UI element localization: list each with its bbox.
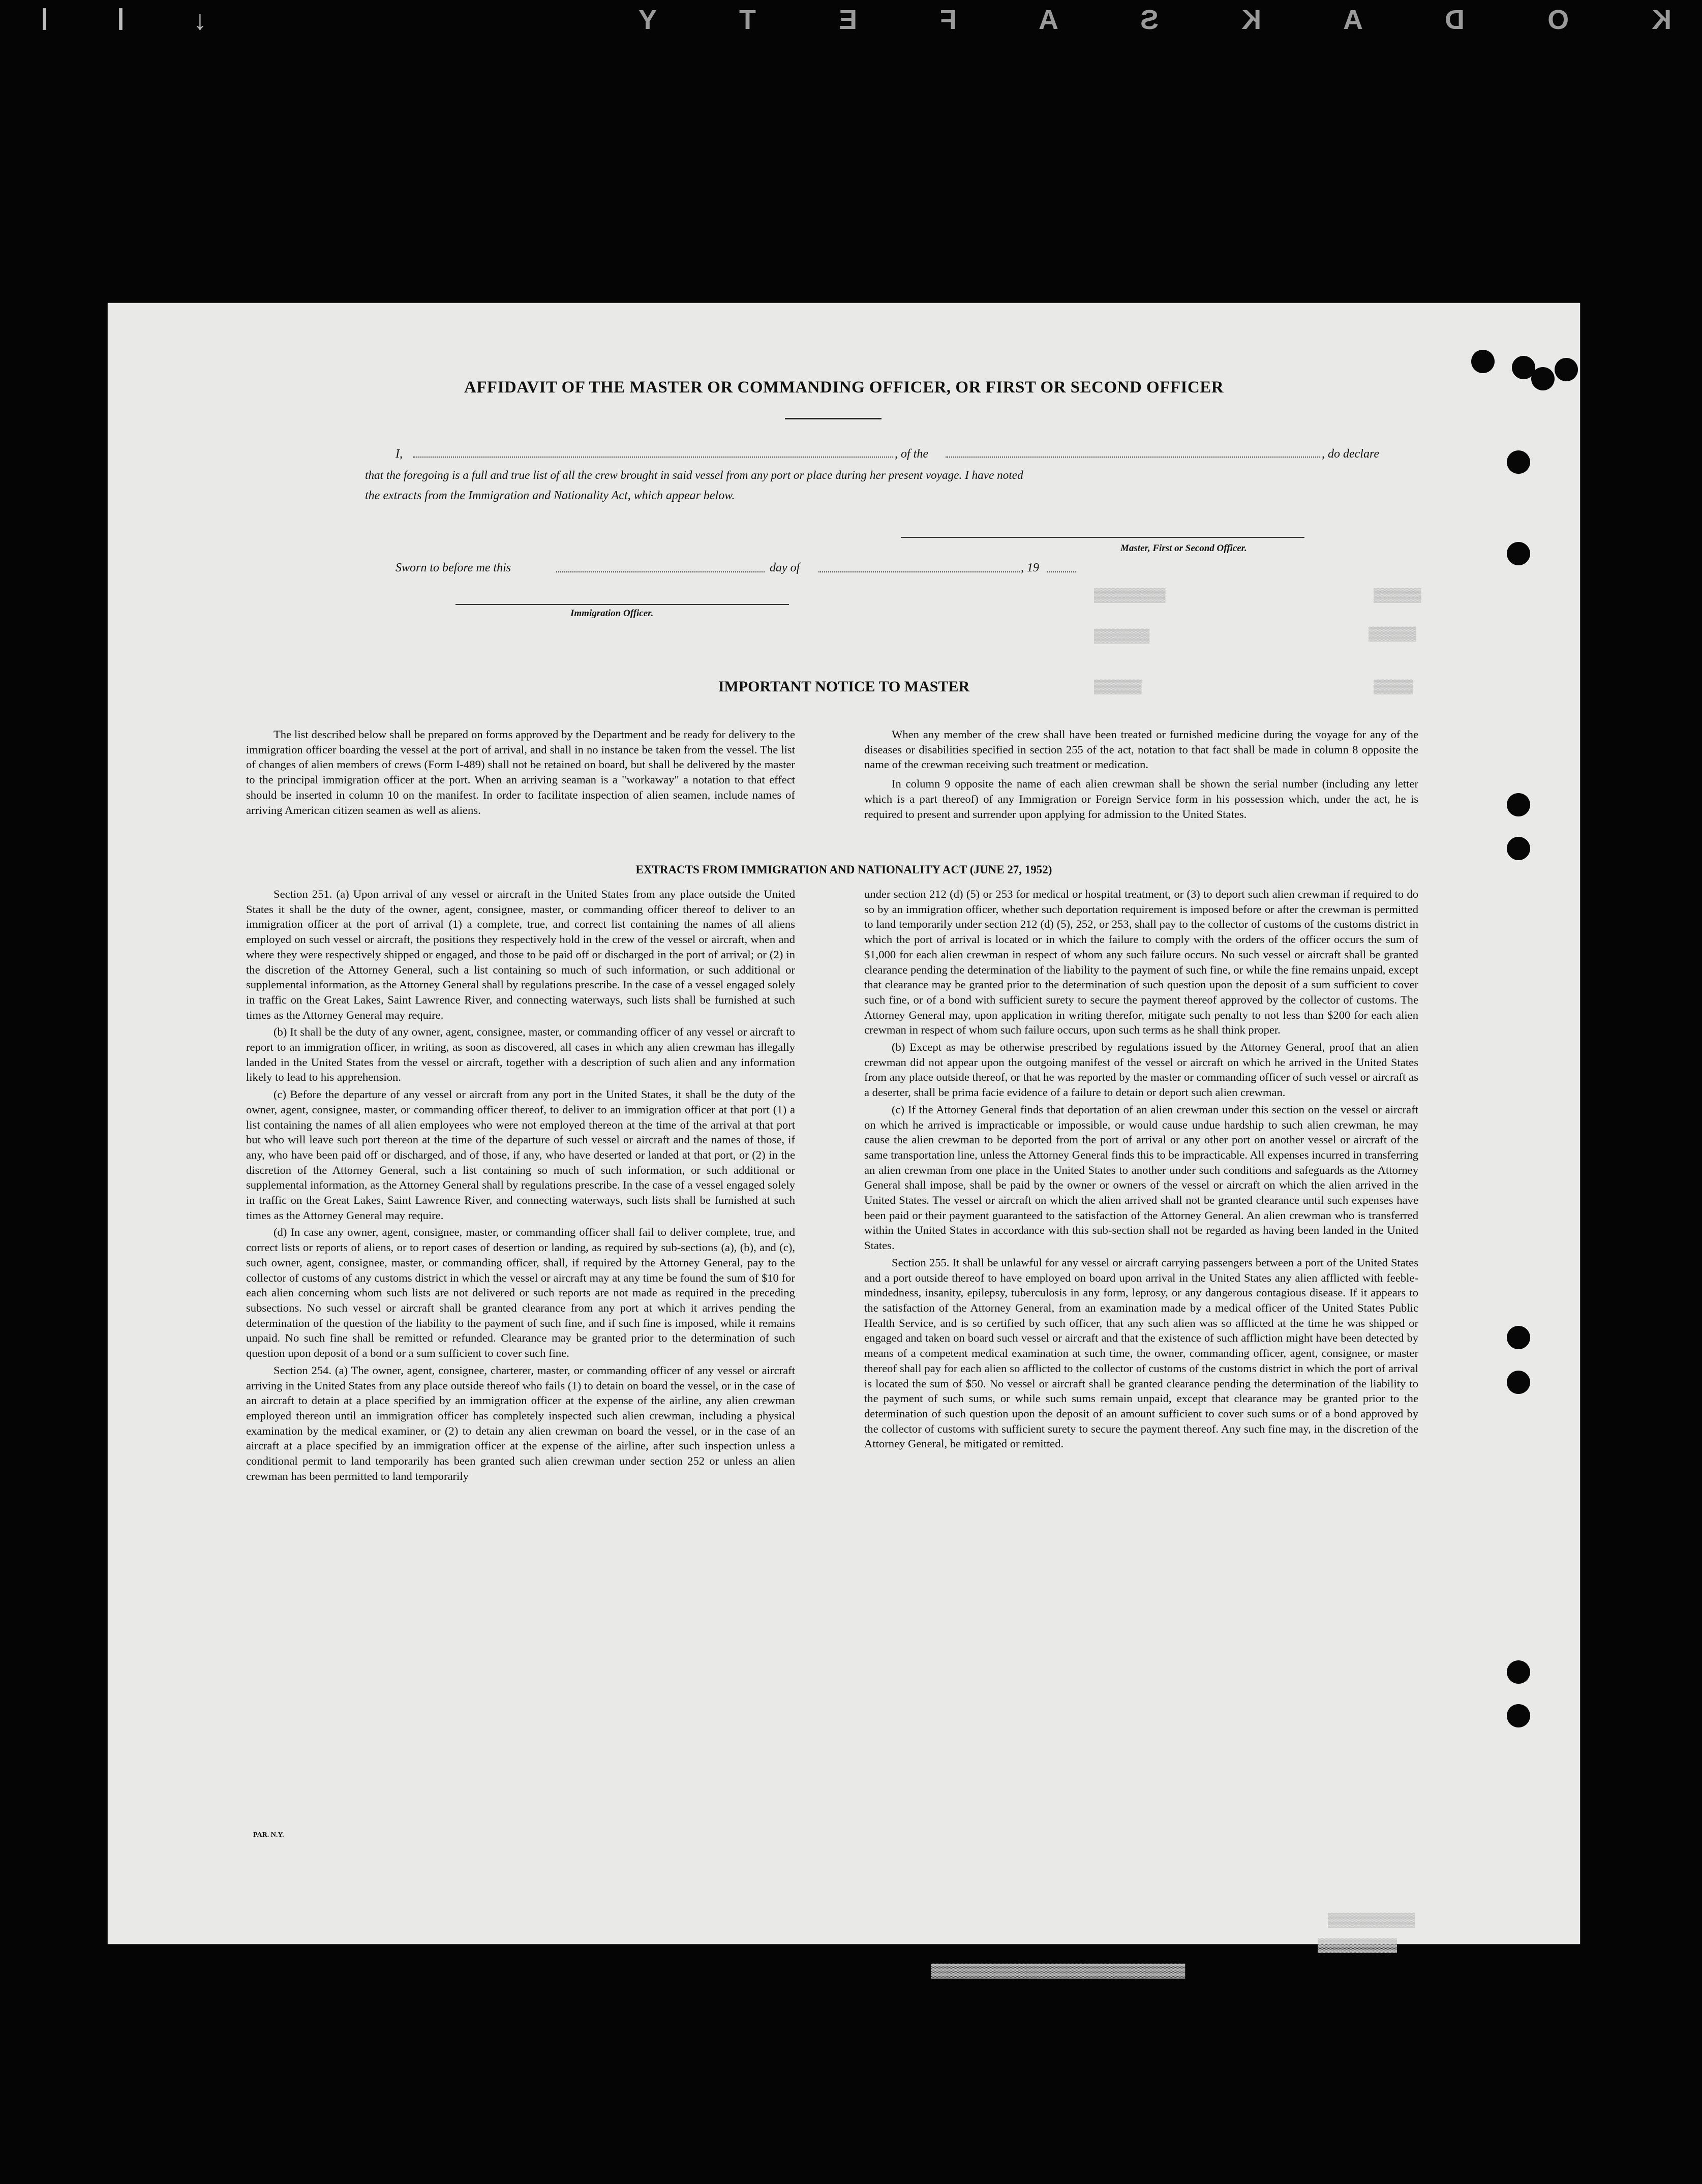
immigration-officer-label: Immigration Officer.: [570, 608, 654, 619]
section-254c: (c) If the Attorney General finds that deportation of an alien crewman under this section on the vessel or aircraft on which he arrived is impracticable or impossible, or would cause undue hardship to such alien crewman, he may cause the alien crewman to be deported from the port of arrival or any other port on another vessel or aircraft of the same transportation line, unless the Attorney General finds this to be impracticable. All expenses incurred in transferring an alien crewman from one place in the United States to another under such conditions and safeguards as the Attorney General shall impose, shall be paid by the owner or owners of the vessel or aircraft on which the alien arrived in the United States. The vessel or aircraft on which the alien arrived shall not be granted clearance until such expenses have been paid or their payment guaranteed to the satisfaction of the Attorney General. An alien crewman who is transferred within the United States in accordance with this sub-section shall not be regarded as having been landed in the United States.: [864, 1103, 1418, 1252]
punch-hole: [1507, 1704, 1530, 1727]
punch-hole: [1507, 1326, 1530, 1349]
section-251b: (b) It shall be the duty of any owner, agent, consignee, master, or commanding officer of any vessel or aircraft to report to an immigration officer, in writing, as soon as discovered, all cases in which any alien crewman has illegally landed in the United States from the vessel or aircraft, together with a description of such alien and any information likely to lead to his apprehension.: [246, 1025, 795, 1084]
affidavit-line3: the extracts from the Immigration and Nationality Act, which appear below.: [365, 489, 735, 502]
sworn-year-label: , 19: [1021, 561, 1039, 574]
punch-hole: [1507, 1371, 1530, 1394]
bleed-through-text: ▓▓▓▓▓: [1374, 679, 1414, 694]
affidavit-line1-prefix: I,: [396, 447, 403, 461]
title-rule: [785, 418, 882, 419]
bleed-through-text: ▓▓▓▓▓▓▓: [1094, 628, 1150, 644]
immigration-officer-line[interactable]: [455, 604, 789, 605]
section-254b: (b) Except as may be otherwise prescribed by regulations issued by the Attorney General, proof that an alien crewman did not appear upon the outgoing manifest of the vessel or aircraft on which he arrived in the United States from any place outside thereof, or that he was reported by the master or commanding officer of such vessel or aircraft as a deserter, shall be prima facie evidence of a failure to detain or deport such alien crewman.: [864, 1041, 1418, 1099]
section-251a: Section 251. (a) Upon arrival of any vessel or aircraft in the United States from any place outside the United States it shall be the duty of the owner, agent, consignee, master, or commanding officer thereof to deliver to an immigration officer at the port of arrival (1) a complete, true, and correct list containing the names of all aliens employed on such vessel or aircraft, the positions they respectively hold in the crew of the vessel or aircraft, when and where they were respectively shipped or engaged, and those to be paid off or discharged in the port of arrival; or (2) in the discretion of the Attorney General, such a list containing so much of such information, or such additional or supplemental information, as the Attorney General shall by regulations prescribe. In the case of a vessel engaged solely in traffic on the Great Lakes, Saint Lawrence River, and connecting waterways, such lists shall be furnished at such times as the Attorney General may require.: [246, 888, 795, 1021]
film-edge: [0, 0, 1702, 56]
punch-hole: [1507, 542, 1530, 565]
notice-right-paragraph-1: When any member of the crew shall have been treated or furnished medicine during the voyage for any of the diseases or disabilities specified in section 255 of the act, notation to that fact shall be made in column 8 opposite the name of the crewman receiving such treatment or medication.: [864, 728, 1418, 771]
extracts-left-column: [246, 887, 795, 1483]
bleed-through-text: ▓▓▓▓▓▓▓▓▓▓▓: [1328, 1913, 1415, 1928]
printer-mark: PAR. N.Y.: [253, 1831, 284, 1839]
sworn-day-field[interactable]: [556, 571, 765, 572]
section-254a-continued: under section 212 (d) (5) or 253 for medical or hospital treatment, or (3) to deport such alien crewman if required to do so by an immigration officer, whether such deportation requirement is imposed before or after the crewman is permitted to land temporarily under section 212 (d) (5), 252, or 253, shall pay to the collector of customs of the customs district in which the port of arrival is located or in which the failure to comply with the orders of the officer occurs the sum of $1,000 for each alien crewman in respect of whom any such failure occurs. No such vessel or aircraft shall be granted clearance pending the determination of the liability to the payment of such fine, or while the fine remains unpaid, except that clearance may be granted prior to the determination of such question upon the deposit of a sum sufficient to cover such fine, or of a bond with sufficient surety to secure the payment thereof approved by the collector of customs. The Attorney General may, upon application in writing therefor, mitigate such penalty to not less than $200 for each alien crewman in respect of whom such failure occurs, upon such terms as he shall think proper.: [864, 888, 1418, 1037]
punch-hole: [1507, 450, 1530, 474]
section-255: Section 255. It shall be unlawful for any vessel or aircraft carrying passengers between a port of the United States and a port outside thereof to have employed on board upon arrival in the United States any alien afflicted with feeble-mindedness, insanity, epilepsy, tuberculosis in any form, leprosy, or any dangerous contagious disease. If it appears to the satisfaction of the Attorney General, from an examination made by a medical officer of the United States Public Health Service, and is so certified by such officer, that any such alien was so afflicted at the time he was shipped or engaged and taken on board such vessel or aircraft and that the existence of such affliction might have been detected by means of a competent medical examination at such time, the owner, commanding officer, agent, consignee, or master thereof shall pay for each alien so afflicted to the collector of customs of the customs district in which the port of arrival is located the sum of $50. No vessel or aircraft shall be granted clearance pending the determination of the liability to the payment of such sums, or while such sums remain unpaid, except that clearance may be granted prior to the determination of such question upon the deposit of an amount sufficient to cover such sums or of a bond approved by the collector of customs with sufficient surety to secure the payment thereof. Any such fine may, in the discretion of the Attorney General, be mitigated or remitted.: [864, 1256, 1418, 1450]
sworn-year-field[interactable]: [1047, 571, 1076, 572]
extracts-title: EXTRACTS FROM IMMIGRATION AND NATIONALITY ACT (JUNE 27, 1952): [635, 863, 1052, 876]
notice-right-paragraph-2: In column 9 opposite the name of each alien crewman shall be shown the serial number (including any letter which is a part thereof) of any Immigration or Foreign Service form in his possession which, under the act, he is required to present and surrender upon applying for admission to the United States.: [864, 777, 1418, 821]
vessel-name-field[interactable]: [946, 457, 1320, 458]
master-signature-line[interactable]: [901, 537, 1304, 538]
film-edge-right-marks: K O D A K S A F E T Y: [600, 5, 1671, 35]
punch-hole: [1507, 1660, 1530, 1684]
section-251c: (c) Before the departure of any vessel or aircraft from any port in the United States, it shall be the duty of the owner, agent, consignee, master, or commanding officer thereof, to deliver to an immigration officer at that port (1) a list containing the names of all alien employees who were not employed thereon at the time of the arrival at that port but who will leave such port thereon at the time of the departure of such vessel or aircraft and the names of those, if any, who have been paid off or discharged, and of those, if any, who have deserted or landed at that port, or (2) in the discretion of the Attorney General, such a list containing so much of such information, or such additional or supplemental information, as the Attorney General shall by regulations prescribe. In the case of a vessel engaged solely in traffic on the Great Lakes, Saint Lawrence River, and connecting waterways, such lists shall be furnished at such times as the Attorney General may require.: [246, 1088, 795, 1222]
affidavit-line2: that the foregoing is a full and true list of all the crew brought in said vessel from any port or place during her present voyage. I have noted: [365, 469, 1023, 482]
extracts-right-column: [864, 887, 1418, 1451]
bleed-through-text: ▓▓▓▓▓▓: [1374, 588, 1421, 603]
sworn-prefix: Sworn to before me this: [396, 561, 511, 574]
affidavit-title: AFFIDAVIT OF THE MASTER OR COMMANDING OFFICER, OR FIRST OR SECOND OFFICER: [464, 378, 1224, 397]
bleed-through-text: ▓▓▓▓▓▓: [1369, 626, 1416, 642]
notice-left-paragraph: The list described below shall be prepared on forms approved by the Department and be ready for delivery to the immigration officer boarding the vessel at the port of arrival, and shall in no instance be taken from the vessel. The list of changes of alien members of crews (Form I-489) shall not be retained on board, but shall be delivered by the master to the principal immigration officer at the port. When an arriving seaman is a "workaway" a notation to that effect should be inserted in column 10 on the manifest. In order to facilitate inspection of alien seamen, include names of arriving American citizen seamen as well as aliens.: [246, 728, 795, 816]
master-signature-label: Master, First or Second Officer.: [1120, 543, 1247, 554]
sworn-day-label: day of: [770, 561, 800, 574]
notice-left-column: [246, 727, 795, 817]
notice-right-column: [864, 727, 1418, 822]
punch-hole: [1507, 793, 1530, 816]
section-251d: (d) In case any owner, agent, consignee, master, or commanding officer shall fail to deliver complete, true, and correct lists or reports of aliens, or to report cases of desertion or landing, as required by sub-sections (a), (b), and (c), such owner, agent, consignee, master, or commanding officer, shall, if required by the Attorney General, pay to the collector of customs of any customs district in which the vessel or aircraft may at any time be found the sum of $10 for each alien concerning whom such lists are not delivered or such reports are not made as required in the preceding subsections. No such vessel or aircraft shall be granted clearance from any port at which it arrives pending the determination of the question of the liability to the payment of such fine, and if such fine is imposed, while it remains unpaid. No such fine shall be remitted or refunded. Clearance may be granted prior to the determination of such question upon deposit of a bond or a sum sufficient to cover such fine.: [246, 1226, 795, 1360]
bleed-through-text: ▓▓▓▓▓▓▓▓▓▓▓▓▓▓▓▓▓▓▓▓▓▓▓▓▓▓▓▓▓▓▓▓: [931, 1963, 1186, 1979]
bleed-through-text: ▓▓▓▓▓▓▓▓▓: [1094, 588, 1166, 603]
punch-hole: [1471, 350, 1495, 373]
notice-title: IMPORTANT NOTICE TO MASTER: [718, 678, 970, 695]
affidavit-line1-suffix: , do declare: [1322, 447, 1380, 461]
punch-hole: [1507, 837, 1530, 860]
bleed-through-text: ▓▓▓▓▓▓: [1094, 679, 1142, 694]
bleed-through-text: ▓▓▓▓▓▓▓▓▓▓: [1318, 1938, 1397, 1953]
document-page: [108, 303, 1580, 1979]
master-name-field[interactable]: [413, 457, 893, 458]
section-254a: Section 254. (a) The owner, agent, consignee, charterer, master, or commanding officer of any vessel or aircraft arriving in the United States from any place outside thereof who fails (1) to detain on board the vessel, or in the case of an aircraft to detain at a place specified by an immigration officer at the expense of the airline, any alien crewman employed thereon until an immigration officer has completely inspected such alien crewman, including a physical examination by the medical examiner, or (2) to detain any alien crewman on board the vessel, or in the case of an aircraft at a place specified by an immigration officer at the expense of the airline, after such inspection unless a conditional permit to land temporarily has been granted such alien crewman under section 252 or unless an alien crewman has been permitted to land temporarily: [246, 1363, 795, 1482]
affidavit-line1-mid: , of the: [895, 447, 928, 461]
sworn-month-field[interactable]: [818, 571, 1020, 572]
film-edge-left-marks: ↓ ⅼ ⅼ: [10, 5, 207, 36]
